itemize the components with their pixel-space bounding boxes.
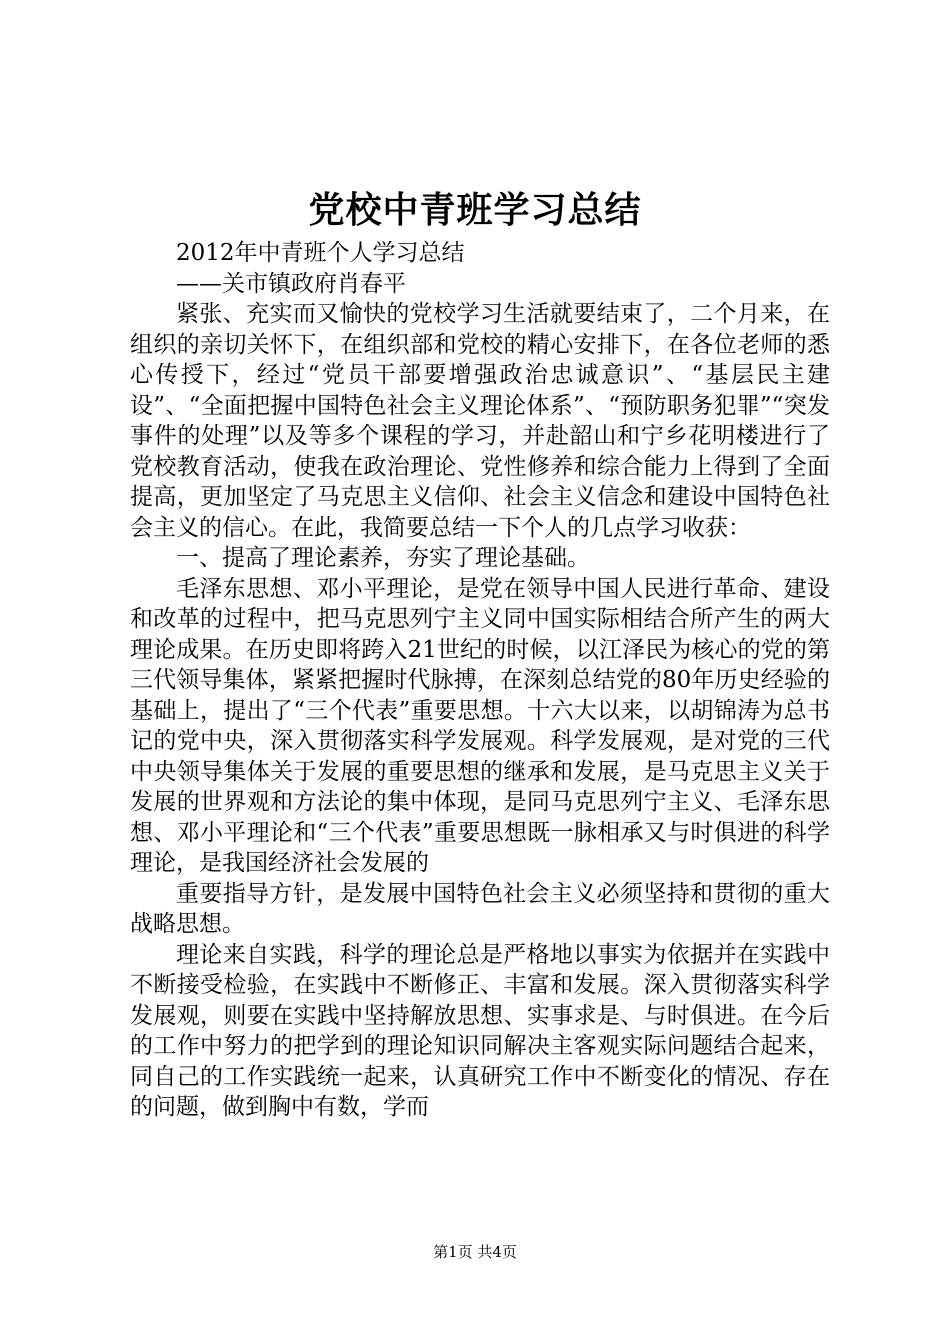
paragraph-author: ——关市镇政府肖春平 [176, 270, 406, 297]
paragraph-theory: 毛泽东思想、邓小平理论，是党在领导中国人民进行革命、建设和改革的过程中，把马克思列宁主义同中国实际相结合所产生的两大理论成果。在历史即将跨入21世纪的时候，以江泽民为核心的党的第三代领导集体，紧紧把握时代脉搏，在深刻总结党的80年历史经验的基础上，提出了“三个代表”重要思想。十六大以来，以胡锦涛为总书记的党中央，深入贯彻落实科学发展观。科学发展观，是对党的三代中央领导集体关于发展的重要思想的继承和发展，是马克思主义关于发展的世界观和方法论的集中体现，是同马克思列宁主义、毛泽东思想、邓小平理论和“三个代表”重要思想既一脉相承又与时俱进的科学理论，是我国经济社会发展的 [130, 575, 830, 876]
paragraph-practice: 理论来自实践，科学的理论总是严格地以事实为依据并在实践中不断接受检验，在实践中不断修正、丰富和发展。深入贯彻落实科学发展观，则要在实践中坚持解放思想、实事求是、与时俱进。在今后的工作中努力的把学到的理论知识同解决主客观实际问题结合起来，同自己的工作实践统一起来，认真研究工作中不断变化的情况、存在的问题，做到胸中有数，学而 [130, 941, 830, 1120]
document-body [130, 238, 830, 1123]
paragraph-subtitle: 2012年中青班个人学习总结 [176, 240, 465, 266]
page-number: 第1页 共4页 [433, 1243, 517, 1261]
paragraph-intro: 紧张、充实而又愉快的党校学习生活就要结束了，二个月来，在组织的亲切关怀下，在组织部和党校的精心安排下，在各位老师的悉心传授下，经过“党员干部要增强政治忠诚意识”、“基层民主建设”、“全面把握中国特色社会主义理论体系”、“预防职务犯罪”“突发事件的处理”以及等多个课程的学习，并赴韶山和宁乡花明楼进行了党校教育活动，使我在政治理论、党性修养和综合能力上得到了全面提高，更加坚定了马克思主义信仰、社会主义信念和建设中国特色社会主义的信心。在此，我简要总结一下个人的几点学习收获： [130, 301, 830, 541]
paragraph-guideline: 重要指导方针，是发展中国特色社会主义必须坚持和贯彻的重大战略思想。 [130, 880, 830, 937]
section-heading-1: 一、提高了理论素养，夯实了理论基础。 [176, 545, 590, 571]
document-title: 党校中青班学习总结 [308, 189, 642, 231]
